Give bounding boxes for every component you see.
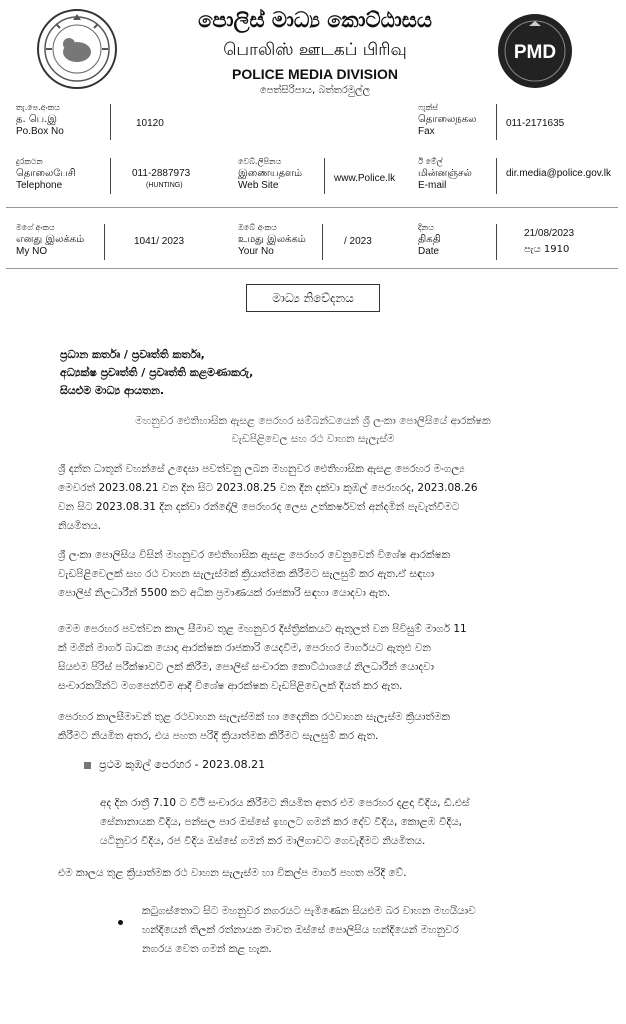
paragraph-line: නගරය වෙත ගමන් කළ හැක. (142, 943, 272, 955)
paragraph-1 (58, 460, 590, 536)
email-label-en: E-mail (418, 180, 447, 191)
yourno-label-ta: உமது இலக்கம் (238, 234, 306, 245)
pmd-logo-text: PMD (513, 42, 557, 63)
subject (40, 412, 586, 448)
website-label-si: වෙබ්.ලිපිනය (238, 157, 282, 166)
email-label-ta: மின்னஞ்சல் (418, 168, 472, 179)
subject-line: මහනුවර ඓතිහාසික ඇසළ පෙරහර සම්බන්ධයෙන් ශ්‍රී ලංකා පොලිසියේ ආරක්ෂක (135, 415, 491, 427)
paragraph-line: අද දින රාත්‍රී 7.10 ට වීථි සංචාරය කිරීමට නියමිත අතර එම පෙරහර දළදා වීදිය, ඩී.එස් (100, 797, 470, 809)
website-label (238, 156, 302, 192)
yourno-label-en: Your No (238, 246, 274, 257)
yourno-value: / 2023 (344, 236, 372, 247)
fax-label-si: ෆැක්ස් (418, 103, 438, 112)
website-label-ta: இணையதளம் (238, 168, 303, 179)
pobox-label-ta: த. பெ.இ (16, 114, 58, 125)
header-location: පෙත්සිරිපාය, බත්තරමුල්ල (259, 85, 371, 96)
fax-label-ta: தொலைநகல (418, 114, 477, 125)
email-value: dir.media@police.gov.lk (506, 168, 612, 179)
paragraph-line: පෙරහර කාලසීමාවන් තුළ රථවාහන සැලැස්මක් හා දෛනික රථවාහන සැලැස්ම ක්‍රියාත්මක (58, 711, 451, 723)
paragraph-line: පොලිස් නිලධාරීන් 5500 කට අධික ප්‍රමාණයක් රාජකාරි සඳහා යොදවා ඇත. (58, 587, 391, 599)
myno-label-en: My NO (16, 246, 48, 257)
paragraph-line: වන සිට 2023.08.31 දින දක්වා රන්දෝලි පෙරහරද ලෙස උත්කර්ෂවත් අන්දමින් පැවැත්වීමට (58, 501, 460, 513)
date-label (418, 222, 441, 258)
paragraph-3 (58, 620, 590, 696)
website-label-en: Web Site (238, 180, 279, 191)
pmd-logo (496, 12, 574, 90)
myno-label-si: මගේ අංකය (16, 223, 55, 232)
paragraph-line: ක් මගින් මාර්ග බාධක යොදා ආරක්ෂක රාජකාරි යෙදවීම, පෙරහර මාර්ගයට ඇතුළු වන (58, 642, 431, 654)
section-heading-text: ප්‍රථම කුඹල් පෙරහර - 2023.08.21 (99, 758, 266, 771)
pobox-label (16, 102, 64, 138)
paragraph-2 (58, 546, 590, 603)
telephone-label-ta: தொலைபேசி (16, 168, 76, 179)
telephone-label (16, 156, 76, 192)
date-time: පැය 1910 (524, 244, 570, 255)
paragraph-line: ශ්‍රී දන්ත ධාතූන් වහන්සේ උදෙසා පවත්වනු ලබන මහනුවර ඓතිහාසික ඇසළ පෙරහර මංගල්‍ය (58, 463, 465, 475)
document-title: මාධ්‍ය නිවේදනය (246, 284, 380, 312)
myno-label (16, 222, 84, 258)
paragraph-line: කිරීමට නියමිත අතර, එය පහත පරිදි ක්‍රියාත්මක කිරීමට සැලසුම් කර ඇත. (58, 730, 379, 742)
date-label-si: දිනය (418, 223, 434, 232)
pobox-label-si: තැ.පෙ.අංකය (16, 103, 60, 112)
addressee-line: අධ්‍යක්ෂ ප්‍රවෘත්ති / ප්‍රවෘත්ති කළමණාකරු, (60, 366, 254, 379)
paragraph-line: හන්දියෙන් තිලක් රත්නායක මාවත ඔස්සේ පොලිසිය හන්දියෙන් මහනුවර (142, 924, 459, 936)
yourno-label (238, 222, 306, 258)
fax-label-en: Fax (418, 126, 435, 137)
fax-value: 011-2171635 (506, 118, 565, 129)
header-title-sinhala: පොලිස් මාධ්‍ය කොට්ඨාසය (198, 8, 432, 32)
paragraph-line: මෙවරත් 2023.08.21 වන දින සිට 2023.08.25 වන දින දක්වා කුඹල් පෙරහරද, 2023.08.26 (58, 482, 478, 494)
police-emblem-logo (36, 8, 118, 90)
email-label-si: ඊ මේල් (418, 157, 443, 166)
date-label-ta: திகதி (418, 234, 441, 245)
subject-line: වැඩපිළිවෙල සහ රථ වාහන සැලැස්ම (231, 433, 395, 445)
yourno-label-si: ඔබේ අංකය (238, 223, 277, 232)
paragraph-line: කටුගස්තොට සිට මහනුවර නගරයට පැමිණෙන සියළුම බර වාහන මහයියාව (142, 905, 476, 917)
paragraph-line: සංචාරකයින්ට මගපෙන්වීම ආදී විශේෂ ආරක්ෂක වැඩපිළිවෙලක් දියත් කර ඇත. (58, 680, 403, 692)
telephone-note: (HUNTING) (146, 182, 183, 189)
paragraph-line: සේනානායක වීදිය, පන්සල පාර ඔස්සේ ඉහලට ගමන් කර දේව වීදිය, කොළඹ වීදිය, (100, 816, 463, 828)
square-bullet-icon (84, 762, 91, 769)
date-value: 21/08/2023 (524, 228, 575, 239)
paragraph-4 (58, 708, 590, 746)
paragraph-line: සියළුම පිරිස් පරීක්ෂාවට ලක් කිරීම, පොලිස් සංචාරක කොට්ඨාශයේ නිලධාරීන් යොදවා (58, 661, 435, 673)
paragraph-line: වැඩපිළිවෙලක් සහ රථ වාහන සැලැස්මක් ක්‍රියාත්මක කිරීමට සැලසුම් කර ඇත.ඒ සඳහා (58, 568, 435, 580)
section-heading (84, 758, 265, 772)
telephone-value: 011-2887973 (132, 168, 191, 179)
email-label (418, 156, 472, 192)
fax-label (418, 102, 476, 138)
addressee-line: ප්‍රධාන කර්තෘ / ප්‍රවෘත්ති කර්තෘ, (60, 348, 205, 361)
paragraph-line: නියමිතය. (58, 520, 102, 532)
paragraph-line: ශ්‍රී ලංකා පොලිසිය විසින් මහනුවර ඓතිහාසික ඇසළ පෙරහර වෙනුවෙන් විශේෂ ආරක්ෂක (58, 549, 451, 561)
pobox-value: 10120 (136, 118, 164, 129)
telephone-label-en: Telephone (16, 180, 63, 191)
myno-label-ta: எனது இலக்கம் (16, 234, 85, 245)
header-title-english: POLICE MEDIA DIVISION (232, 66, 398, 82)
website-value: www.Police.lk (334, 173, 396, 184)
header-title-tamil: பொலிஸ் ஊடகப் பிரிவு (223, 40, 407, 60)
addressee-block (60, 346, 253, 400)
bullet-item (142, 902, 590, 959)
pobox-label-en: Po.Box No (16, 126, 64, 137)
traffic-intro: එම කාලය තුළ ක්‍රියාත්මක රථ වාහන සැලැස්ම හා විකල්ප මාර්ග පහත පරිදි වේ. (58, 867, 407, 879)
myno-value: 1041/ 2023 (134, 236, 185, 247)
bullet-dot-icon (118, 910, 123, 929)
telephone-label-si: දුරකථන (16, 157, 43, 166)
section-paragraph (100, 794, 590, 851)
addressee-line: සියළුම මාධ්‍ය ආයතන. (60, 384, 165, 397)
date-label-en: Date (418, 246, 440, 257)
paragraph-line: යටිනුවර වීදිය, රජ වීදිය ඔස්සේ ගමන් කර මාලිගාවට ගෙවැදීමට නියමිතය. (100, 835, 426, 847)
paragraph-line: මෙම පෙරහර පවත්වන කාල සීමාව තුළ මහනුවර දිස්ත්‍රික්කයට ඇතුලත් වන පිවිසුම් මාර්ග 11 (58, 623, 467, 635)
